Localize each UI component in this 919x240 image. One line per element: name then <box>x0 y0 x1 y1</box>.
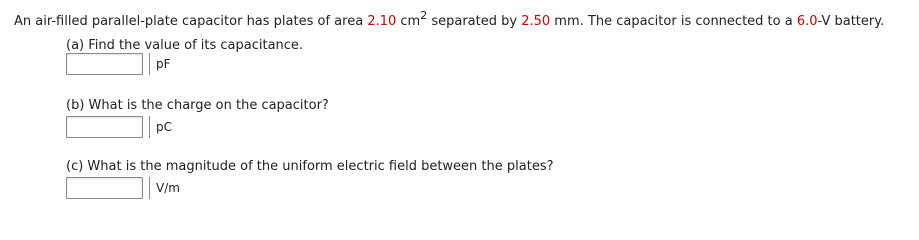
part-c-unit: V/m <box>149 177 180 199</box>
voltage-value: 6.0 <box>796 14 818 29</box>
problem-suffix: -V battery. <box>817 14 885 29</box>
part-a-unit: pF <box>149 53 171 75</box>
part-c-answer-input[interactable] <box>66 177 143 199</box>
part-b-unit: pC <box>149 116 172 138</box>
problem-prefix: An air-filled parallel-plate capacitor has plates of area <box>14 14 368 29</box>
part-c-answer-row <box>66 177 180 199</box>
problem-mid: separated by <box>427 14 522 29</box>
separation-value: 2.50 <box>521 14 551 29</box>
part-b-answer-input[interactable] <box>66 116 143 138</box>
part-a-answer-row <box>66 53 171 75</box>
part-c-prompt: (c) What is the magnitude of the uniform electric field between the plates? <box>66 159 554 174</box>
area-unit: cm <box>400 14 421 29</box>
part-b-answer-row <box>66 116 172 138</box>
area-exponent: 2 <box>420 9 428 22</box>
part-a-answer-input[interactable] <box>66 53 143 75</box>
area-value: 2.10 <box>367 14 397 29</box>
part-b-prompt: (b) What is the charge on the capacitor? <box>66 98 329 113</box>
area-unit-text <box>396 9 428 29</box>
separation-unit: mm. The capacitor is connected to a <box>550 14 797 29</box>
problem-statement <box>14 9 885 29</box>
part-a-prompt: (a) Find the value of its capacitance. <box>66 38 304 53</box>
